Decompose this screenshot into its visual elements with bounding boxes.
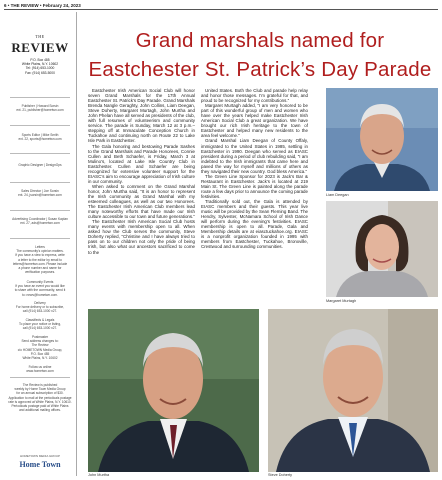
hometown-logo: Home Town bbox=[19, 460, 61, 469]
address-line: Tel: (914) 653-1000 bbox=[25, 66, 55, 71]
header-separator: • bbox=[7, 3, 11, 8]
staff-advertising bbox=[6, 217, 74, 225]
notice-line: and additional mailing offices. bbox=[19, 408, 61, 413]
article-paragraph: The Gala honoring and bestowing Parade Sashes to the Grand Marshals and Parade Honorees, Connie Cullen and Beth Schaefer, is Friday, March 3 at Mulino’s, located at Lake Isle Country Club in Eastchester. Cullen and Schaefer are being recognized for extensive volunteer support for the EIASC’s aim to encourage appreciation of Irish culture in our community. bbox=[88, 143, 195, 184]
notice-line: verification purposes. bbox=[24, 270, 56, 275]
photo-steve-doherty bbox=[268, 309, 438, 472]
notice-line: Application to mail at the periodicals postage bbox=[8, 395, 72, 400]
article-paragraph: When asked to comment on the Grand Marshal honor, John Murtha said, “It is an honor to represent the Irish community as Grand Marshal with my esteemed colleagues, as well as our two Honorees. The Eastchester Irish American Club members lead many noteworthy efforts that have made our Irish culture accessible to our town and future generations.” bbox=[88, 183, 195, 220]
portrait-photo-icon bbox=[88, 309, 259, 472]
article-paragraph: United States. Both the Club and parade help relay and honor those messages. I’m grateful for that, and proud to be recognized for my contributions.” bbox=[201, 88, 308, 104]
staff-line: Graphic Designer | DesignOps bbox=[18, 163, 62, 167]
notice-line: for an annual subscription of $30. bbox=[16, 391, 64, 396]
caption-steve-doherty: Steve Doherty bbox=[268, 473, 293, 477]
staff-publisher bbox=[6, 104, 74, 112]
staff-line: ext. 22, sports@hometwn.com bbox=[18, 137, 62, 142]
sidebar-divider bbox=[10, 153, 70, 154]
publication-name: THE REVIEW bbox=[10, 3, 39, 8]
masthead-the: THE bbox=[35, 34, 45, 39]
masthead-logo: REVIEW bbox=[11, 40, 69, 55]
notice-line: call (914) 653-1000 x27. bbox=[22, 309, 58, 314]
sidebar-divider bbox=[10, 210, 70, 211]
article-paragraph: Traditionally sold out, the Gala is attended by EIASC members and their guests. This year live music will be provided by the Sean Fleming Band. The Hendry, Sylvester, McNamara School of Irish Dance will perform during the evening’s festivities. EIASC membership is open to all. Parade, Gala and Membership details are at eiasctuckahoe.org. EIASC is a nonprofit organization founded in 1995 with members from Eastchester, Tuckahoe, Bronxville, Crestwood and surrounding communities. bbox=[201, 199, 308, 250]
notice-delivery bbox=[6, 301, 74, 314]
headline-line-1: Grand marshals named for bbox=[135, 29, 385, 52]
portrait-photo-icon bbox=[326, 201, 438, 297]
caption-margaret-murtagh: Margaret Murtagh bbox=[326, 299, 357, 303]
notice-line: Classifieds & Legals bbox=[25, 318, 55, 322]
notice-line: To place your notice or listing, bbox=[19, 322, 61, 327]
notice-line: a letter to the editor by email to bbox=[18, 257, 62, 262]
staff-line: Sales Director | Joe Sorsin bbox=[21, 189, 59, 193]
notice-postmaster bbox=[6, 335, 74, 360]
notice-line: rate is approved at White Plains, N.Y. 10610. bbox=[8, 399, 72, 404]
header-rule bbox=[4, 9, 438, 10]
notice-line: If you have an event you would like bbox=[15, 284, 65, 289]
article-paragraph: The Green Line Sponsor for 2023 is Jack’s Bar & Restaurant in Eastchester. Jack’s is located at 219 Main St. The Green Line is painted along the parade route a few days prior to announce the coming parade festivities. bbox=[201, 173, 308, 199]
notice-line: Follow us online bbox=[28, 365, 52, 369]
staff-line: Sports Editor | Mike Smith bbox=[21, 133, 59, 137]
notice-publication-info bbox=[6, 383, 74, 412]
article-paragraph: Margaret Murtagh added, “I am very honored to be part of this wonderful group of men and women who have over the years helped make Eastchester Irish American Social Club a great organization. We have brought our rich Irish heritage to the town of Eastchester and helped many new residents to the area feel welcome.” bbox=[201, 103, 308, 139]
notice-line: The community's opinion matters. bbox=[16, 249, 64, 254]
header-separator: • bbox=[39, 3, 43, 8]
notice-line: P.O. Box 485 bbox=[30, 351, 50, 356]
sidebar-divider bbox=[10, 125, 70, 126]
caption-john-murtha: John Murtha bbox=[88, 473, 110, 477]
notice-line: Community Events bbox=[26, 280, 54, 284]
caption-liam-deegan: Liam Deegan bbox=[326, 193, 349, 197]
staff-line: ext. 27, ads@hometwn.com bbox=[20, 221, 60, 226]
staff-line: Advertising Coordinator | Susan Kaplan bbox=[12, 217, 68, 221]
staff-graphic-designer bbox=[6, 163, 74, 167]
article-column-2 bbox=[201, 88, 308, 250]
notice-line: a phone number and name for bbox=[18, 266, 62, 271]
notice-line: The Review is published bbox=[22, 383, 58, 387]
notice-line: c/o HOMETOWN Media Group, bbox=[17, 347, 63, 352]
issue-date: February 24, 2023 bbox=[42, 3, 81, 8]
article-column-1 bbox=[88, 88, 195, 255]
notice-line: Postmaster bbox=[31, 335, 49, 339]
article-paragraph: The Eastchester Irish American Social Club hosts many events with membership open to all. When asked how the Club serves the community, Steve Doherty replied, “Christine and I have always tried to pass on to our children not only the pride of being Irish, but also what our ancestors sacrificed to come to the bbox=[88, 219, 195, 255]
page-header bbox=[4, 3, 81, 8]
portrait-photo-icon bbox=[326, 88, 438, 191]
sidebar-divider bbox=[10, 238, 70, 239]
staff-sales-director bbox=[6, 189, 74, 197]
sidebar-divider bbox=[10, 377, 70, 378]
headline-line-2: Eastchester St. Patrick’s Day Parade bbox=[88, 58, 432, 81]
address-line: White Plains, N.Y. 10602 bbox=[21, 62, 59, 67]
notice-line: The Review bbox=[31, 343, 49, 348]
notice-line: Delivery bbox=[34, 301, 46, 305]
photo-margaret-murtagh bbox=[326, 201, 438, 297]
notice-line: to: news@hometwn.com. bbox=[22, 292, 58, 297]
notice-line: weekly by Home Town Media Group bbox=[14, 387, 66, 392]
article-paragraph: Eastchester Irish American Social Club will honor seven Grand Marshals for the 17th Annual Eastchester St. Patrick’s Day Parade. Grand Marshals Brenda Nangle Geraghty, John Collins, Liam Deegan, Steve Doherty, Margaret Murtagh, John Murtha and John Phelan have all served as presidents of the club, with full resumes of volunteerism and community service. The parade is Sunday, March 12 at 3 p.m.–stepping off at Immaculate Conception Church in Tuckahoe and continuing north on Route 22 to Lake Isle Park in Eastchester. bbox=[88, 88, 195, 144]
hometown-tagline: HOMETOWN MEDIA GROUP bbox=[19, 454, 61, 458]
masthead-sidebar bbox=[4, 12, 77, 476]
notice-line: call (914) 653-1000 x27. bbox=[22, 326, 58, 331]
staff-line: ext. 24, jsorsin@hometwn.com bbox=[18, 193, 62, 198]
address-line: P.O. Box 485 bbox=[30, 58, 50, 62]
photo-john-murtha bbox=[88, 309, 259, 472]
sidebar-divider bbox=[10, 182, 70, 183]
notice-events bbox=[6, 280, 74, 297]
notice-letters bbox=[6, 245, 74, 274]
photo-liam-deegan bbox=[326, 88, 438, 191]
sidebar-divider bbox=[10, 97, 70, 98]
portrait-photo-icon bbox=[268, 309, 438, 472]
staff-line: ext. 21, publisher@hometwn.com bbox=[16, 108, 64, 113]
staff-sports-editor bbox=[6, 133, 74, 141]
notice-line: to share with the community, send it bbox=[14, 288, 66, 293]
notice-classifieds bbox=[6, 318, 74, 331]
notice-line: White Plains, N.Y. 10602 bbox=[22, 356, 58, 361]
staff-line: Publisher | Howard Sorsin bbox=[21, 104, 59, 108]
notice-line: Periodicals postage paid at White Plains bbox=[11, 404, 69, 409]
notice-line: letters@hometwn.com. Please include bbox=[12, 261, 68, 266]
masthead-address bbox=[4, 58, 76, 75]
notice-line: Send address changes to: bbox=[21, 339, 59, 344]
notice-line: For home delivery or to subscribe, bbox=[15, 305, 65, 310]
folio-number: 6 bbox=[4, 3, 7, 8]
address-line: Fax: (914) 653-5000 bbox=[25, 70, 55, 75]
notice-online bbox=[6, 365, 74, 373]
notice-line: Letters bbox=[35, 245, 45, 249]
notice-line: If you have a view to express, write bbox=[15, 253, 65, 258]
article-paragraph: Grand Marshal Liam Deegan of County Offaly, immigrated to the United States in 1985, settling in Eastchester in 1990. Deegan who served as EIASC president during a period of club rebuilding said, “I am indebted to the Irish immigrants that came here and paved the way for myself and millions of others as they navigated their new country. God bless America.” bbox=[201, 138, 308, 174]
notice-line[interactable]: www.hometwn.com bbox=[26, 369, 54, 374]
